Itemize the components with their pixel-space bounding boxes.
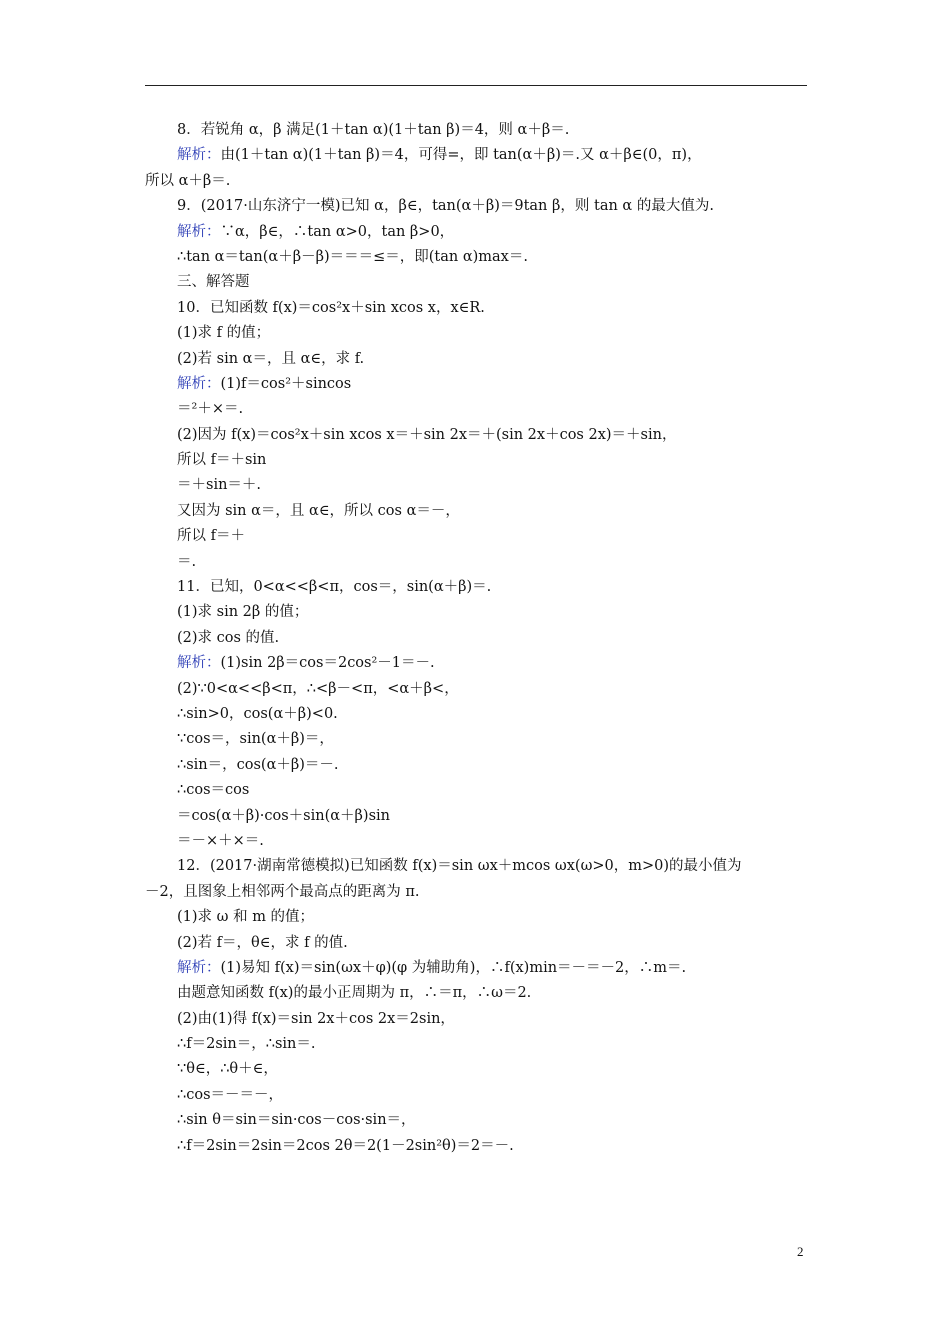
line-text: 10．已知函数 f(x)＝cos²x＋sin xcos x，x∈R. [177,299,485,316]
solution-label: 解析： [177,375,221,392]
line-text: ∵θ∈，∴θ＋∈， [177,1061,278,1078]
text-line [145,1083,810,1108]
solution-label: 解析： [177,223,221,240]
text-line [145,778,810,803]
text-line [145,1057,810,1082]
text-line [145,829,810,854]
line-text: (2)求 cos 的值. [177,629,280,646]
text-line [145,118,810,143]
line-text: ∴tan α＝tan(α＋β－β)＝＝＝≤＝，即(tan α)max＝. [177,248,528,265]
line-text: 所以 α＋β＝. [145,172,231,189]
text-line [145,854,810,879]
line-text: (2)若 f＝，θ∈，求 f 的值. [177,934,348,951]
text-line [145,804,810,829]
text-line [145,245,810,270]
text-line [145,677,810,702]
line-text: ∵α，β∈，∴tan α>0，tan β>0， [220,223,455,240]
text-line [145,651,810,676]
line-text: 由(1＋tan α)(1＋tan β)＝4，可得=，即 tan(α＋β)＝.又 α＋β∈(0，π)， [220,147,702,164]
document-body [145,118,810,1159]
text-line [145,143,810,168]
line-text: (2)因为 f(x)＝cos²x＋sin xcos x＝＋sin 2x＝＋(sin 2x＋cos 2x)＝＋sin， [177,426,677,443]
text-line [145,1007,810,1032]
text-line [145,270,810,295]
text-line [145,372,810,397]
solution-label: 解析： [177,959,221,976]
line-text: ∴cos＝－＝－， [177,1086,284,1103]
solution-label: 解析： [177,655,221,672]
line-text: (1)易知 f(x)＝sin(ωx＋φ)(φ 为辅助角)，∴f(x)min＝－＝－2，∴m＝. [220,959,687,976]
line-text: (1)sin 2β＝cos＝2cos²－1＝－. [220,655,435,672]
line-text: ＝²＋×＝. [177,401,244,418]
line-text: ＝＋sin＝＋. [177,477,262,494]
text-line [145,727,810,752]
line-text: ∴cos＝cos [177,782,250,799]
line-text: ∴sin θ＝sin＝sin·cos－cos·sin＝， [177,1112,416,1129]
line-text: (2)∵0<α<<β<π，∴<β－<π，<α＋β<， [177,680,459,697]
text-line [145,1032,810,1057]
text-line [145,524,810,549]
line-text: (2)若 sin α＝，且 α∈，求 f. [177,350,365,367]
text-line [145,981,810,1006]
text-line [145,220,810,245]
line-text: －2，且图象上相邻两个最高点的距离为 π. [145,883,420,900]
text-line [145,600,810,625]
solution-label: 解析： [177,147,221,164]
text-line [145,550,810,575]
line-text: 8．若锐角 α，β 满足(1＋tan α)(1＋tan β)＝4，则 α＋β＝. [177,122,570,138]
line-text: ＝－×＋×＝. [177,832,264,849]
line-text: ＝. [177,553,197,570]
text-line [145,296,810,321]
text-line [145,194,810,219]
text-line [145,499,810,524]
line-text: 12．(2017·湖南常德模拟)已知函数 f(x)＝sin ωx＋mcos ωx(ω>0，m>0)的最小值为 [177,858,742,875]
line-text: ∴f＝2sin＝2sin＝2cos 2θ＝2(1－2sin²θ)＝2＝－. [177,1137,514,1154]
line-text: ＝cos(α＋β)·cos＋sin(α＋β)sin [177,807,391,824]
text-line [145,1108,810,1133]
line-text: ∴sin>0，cos(α＋β)<0. [177,705,338,722]
text-line [145,753,810,778]
text-line [145,473,810,498]
text-line [145,575,810,600]
header-rule [145,85,807,86]
text-line [145,702,810,727]
text-line [145,397,810,422]
line-text: (1)求 f 的值； [177,325,271,342]
text-line [145,1134,810,1159]
text-line [145,880,810,905]
text-line [145,931,810,956]
line-text: 11．已知，0<α<<β<π，cos＝，sin(α＋β)＝. [177,579,492,596]
text-line [145,321,810,346]
text-line [145,956,810,981]
line-text: ∵cos＝，sin(α＋β)＝， [177,731,334,748]
line-text: ∴sin＝，cos(α＋β)＝－. [177,756,339,773]
line-text: (1)求 ω 和 m 的值； [177,909,315,926]
line-text: (1)求 sin 2β 的值； [177,604,309,621]
text-line [145,448,810,473]
text-line [145,626,810,651]
line-text: 三、解答题 [177,274,250,291]
text-line [145,347,810,372]
line-text: 又因为 sin α＝，且 α∈，所以 cos α＝－， [177,502,460,519]
text-line [145,169,810,194]
line-text: ∴f＝2sin＝，∴sin＝. [177,1036,316,1053]
line-text: 由题意知函数 f(x)的最小正周期为 π，∴＝π，∴ω＝2. [177,985,532,1002]
line-text: 9．(2017·山东济宁一模)已知 α，β∈，tan(α＋β)＝9tan β，则 tan α 的最大值为. [177,198,714,215]
text-line [145,423,810,448]
line-text: (1)f＝cos²＋sincos [220,375,352,392]
text-line [145,905,810,930]
line-text: (2)由(1)得 f(x)＝sin 2x＋cos 2x＝2sin， [177,1010,455,1027]
page-number: 2 [797,1244,804,1259]
line-text: 所以 f＝＋ [177,528,245,545]
line-text: 所以 f＝＋sin [177,452,267,469]
